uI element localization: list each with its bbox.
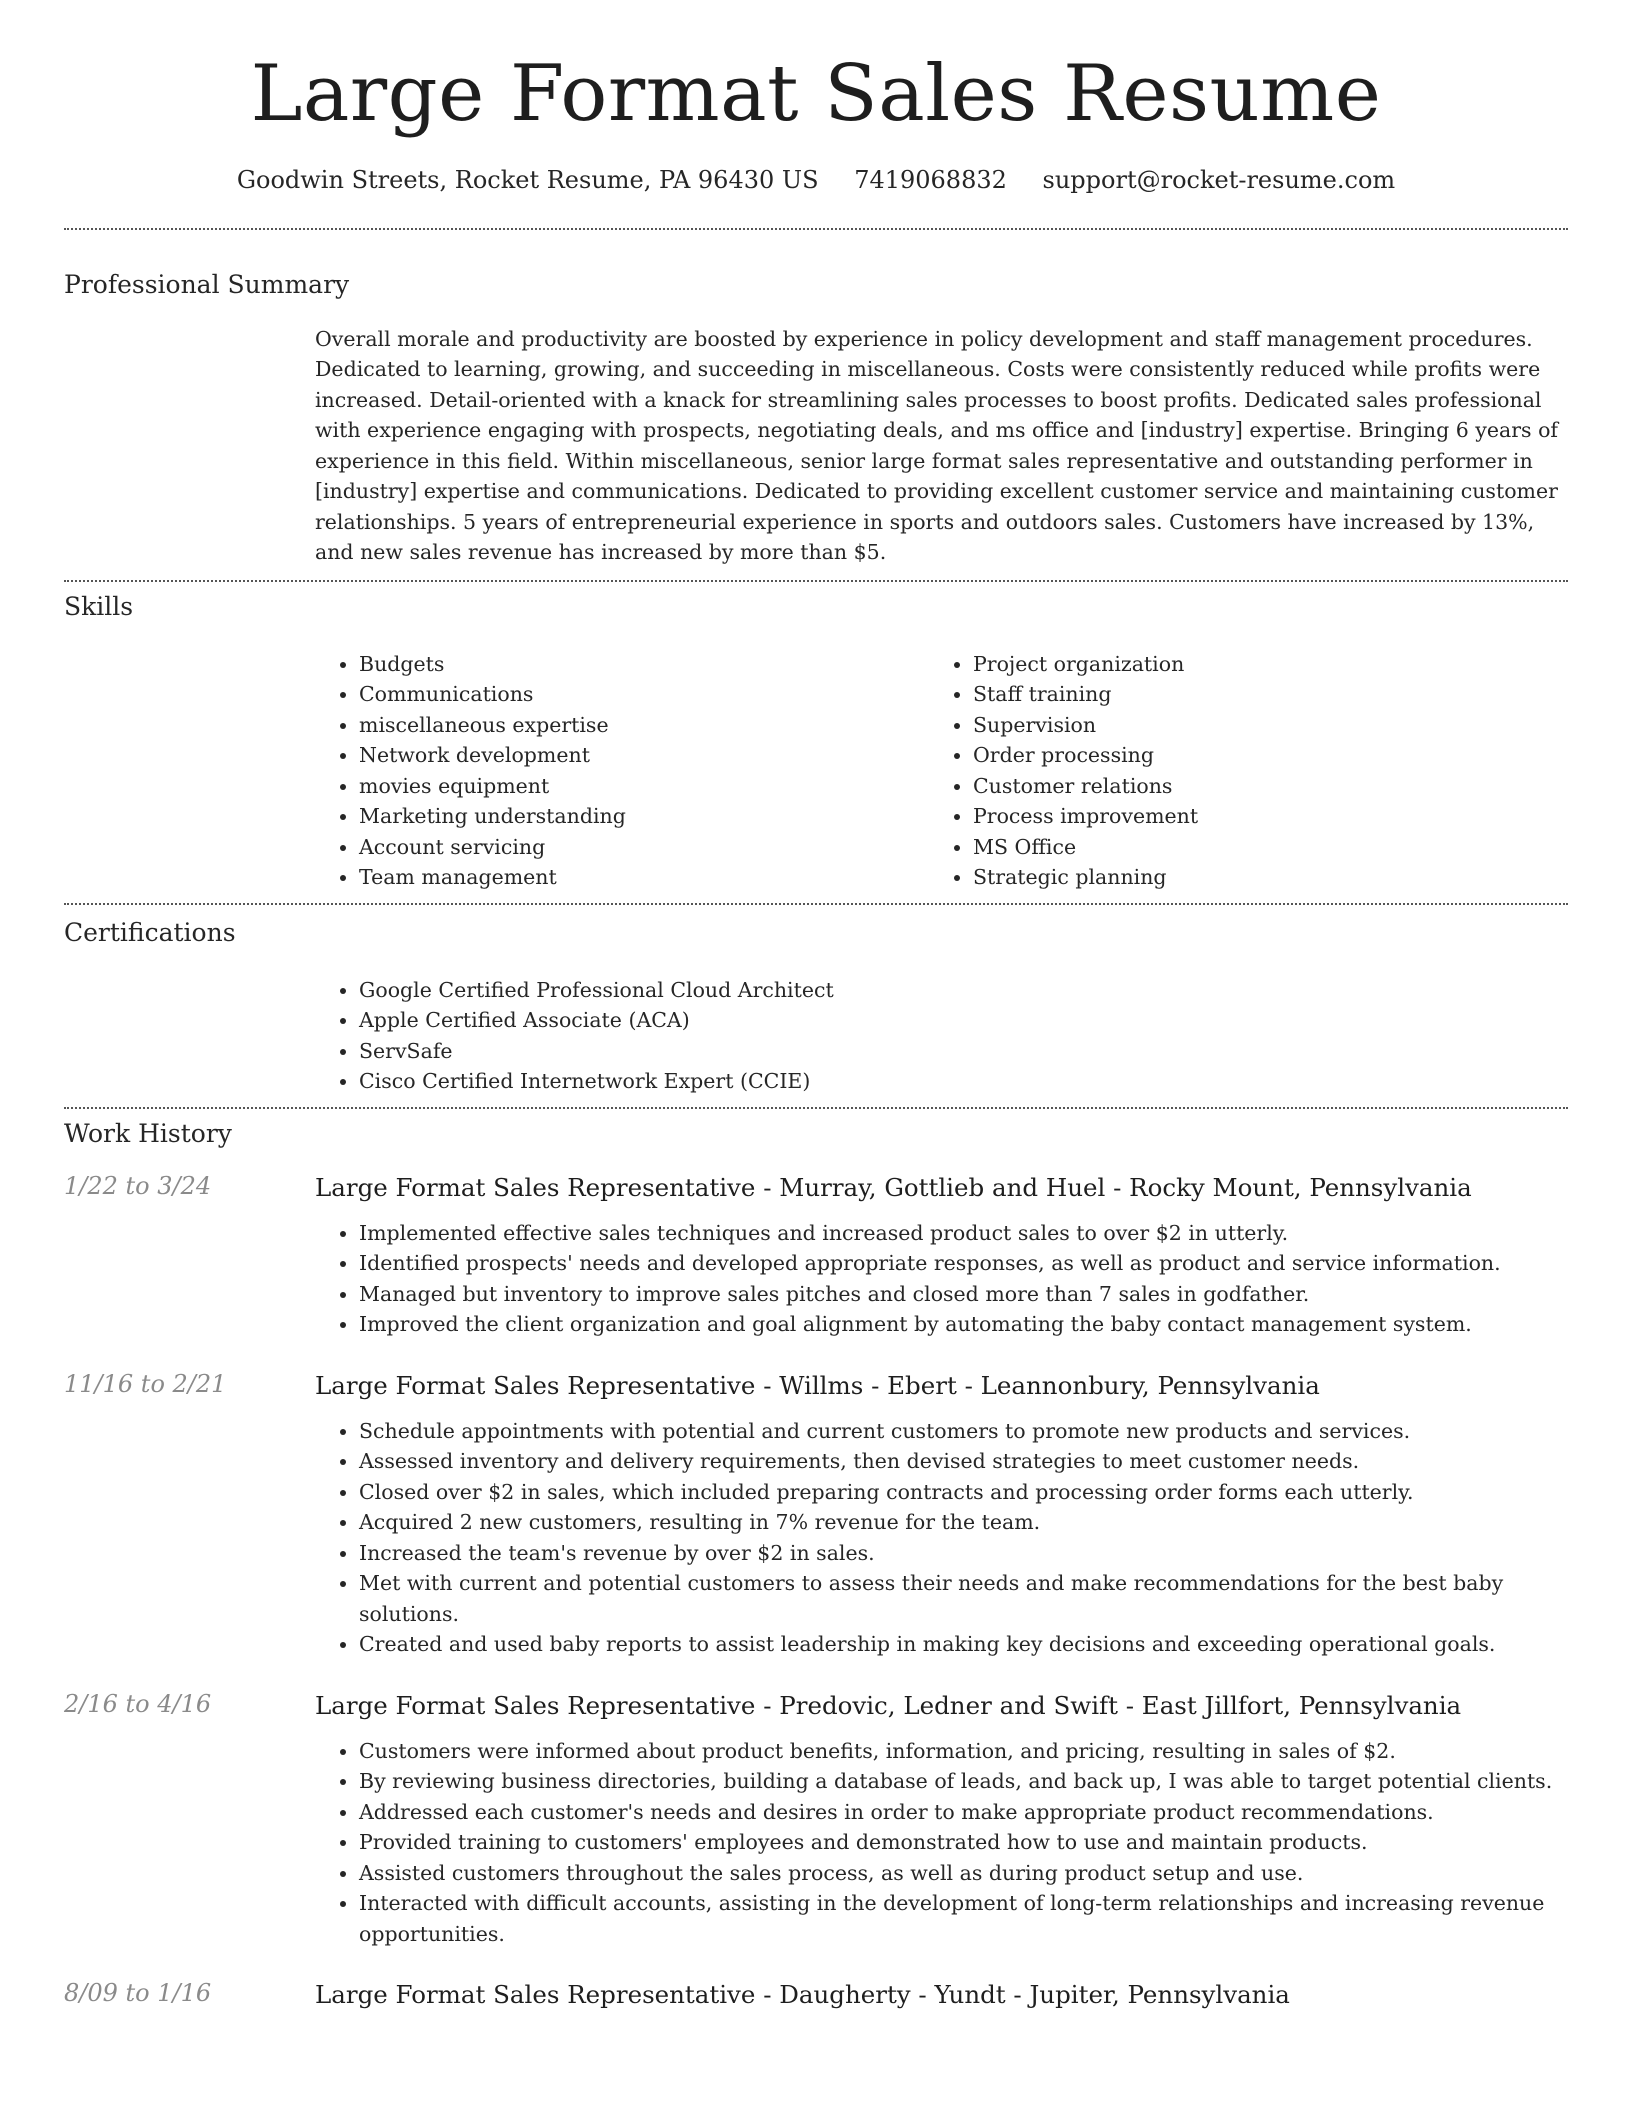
job-title: Large Format Sales Representative - Willms - Ebert - Leannonbury, Pennsylvania: [315, 1370, 1320, 1400]
job-bullet: • Managed but inventory to improve sales pitches and closed more than 7 sales in godfather.: [359, 1279, 1568, 1310]
certification-item: • Google Certified Professional Cloud Architect: [359, 975, 1568, 1006]
contact-line: [64, 166, 1568, 194]
job-entry: [64, 1690, 1568, 1950]
contact-email[interactable]: support@rocket-resume.com: [1042, 165, 1396, 194]
section-heading-work-history: Work History: [64, 1118, 232, 1148]
certification-item: • Apple Certified Associate (ACA): [359, 1005, 1568, 1036]
skill-item: • Order processing: [973, 740, 1543, 771]
job-bullet: • Acquired 2 new customers, resulting in 7% revenue for the team.: [359, 1507, 1568, 1538]
job-date: 2/16 to 4/16: [64, 1689, 212, 1718]
job-title: Large Format Sales Representative - Murray, Gottlieb and Huel - Rocky Mount, Pennsylvania: [315, 1172, 1472, 1202]
job-bullet: • Identified prospects' needs and developed appropriate responses, as well as product and service information.: [359, 1248, 1568, 1279]
job-bullets: [315, 1736, 1568, 1950]
section-heading-certifications: Certifications: [64, 917, 236, 947]
job-date: 11/16 to 2/21: [64, 1369, 227, 1398]
job-entry: [64, 1172, 1568, 1340]
job-bullet: • By reviewing business directories, building a database of leads, and back up, I was able to target potential clients.: [359, 1766, 1568, 1797]
job-bullet: • Closed over $2 in sales, which included preparing contracts and processing order forms each utterly.: [359, 1477, 1568, 1508]
professional-summary-section: [64, 230, 1568, 580]
job-title: Large Format Sales Representative - Daugherty - Yundt - Jupiter, Pennsylvania: [315, 1980, 1290, 2010]
skill-item: • Budgets: [359, 649, 929, 680]
resume-page: [64, 0, 1568, 2011]
section-heading-skills: Skills: [64, 591, 134, 621]
skill-item: • Team management: [359, 862, 929, 893]
job-bullet: • Created and used baby reports to assist leadership in making key decisions and exceeding operational goals.: [359, 1629, 1568, 1660]
job-date: 8/09 to 1/16: [64, 1979, 212, 2008]
skill-item: • Marketing understanding: [359, 801, 929, 832]
resume-title: Large Format Sales Resume: [250, 49, 1382, 139]
skill-item: • Staff training: [973, 679, 1543, 710]
skills-list-left: [315, 649, 929, 893]
contact-phone: 7419068832: [854, 165, 1007, 194]
job-bullet: • Addressed each customer's needs and desires in order to make appropriate product recommendations.: [359, 1797, 1568, 1828]
work-history-section: [64, 1109, 1568, 2012]
contact-address: Goodwin Streets, Rocket Resume, PA 96430 US: [236, 165, 819, 194]
job-bullet: • Assessed inventory and delivery requirements, then devised strategies to meet customer needs.: [359, 1446, 1568, 1477]
summary-text: Overall morale and productivity are boosted by experience in policy development and staff management procedures. Dedicated to learning, growing, and succeeding in miscellaneous. Costs were consistently reduced while profits were increased. Detail-oriented with a knack for streamlining sales processes to boost profits. Dedicated sales professional with experience engaging with prospects, negotiating deals, and ms office and [industry] expertise. Bringing 6 years of experience in this field. Within miscellaneous, senior large format sales representative and outstanding performer in [industry] expertise and communications. Dedicated to providing excellent customer service and maintaining customer relationships. 5 years of entrepreneurial experience in sports and outdoors sales. Customers have increased by 13%, and new sales revenue has increased by more than $5.: [315, 326, 1559, 565]
skill-item: • MS Office: [973, 832, 1543, 863]
job-bullet: • Met with current and potential customers to assess their needs and make recommendations for the best baby solutions.: [359, 1568, 1568, 1629]
skills-section: [64, 582, 1568, 903]
skill-item: • Account servicing: [359, 832, 929, 863]
job-entry: [64, 1979, 1568, 2011]
skills-columns: [315, 649, 1568, 903]
skill-item: • Communications: [359, 679, 929, 710]
certification-item: • ServSafe: [359, 1036, 1568, 1067]
certifications-body: [315, 975, 1568, 1107]
job-bullet: • Customers were informed about product benefits, information, and pricing, resulting in sales of $2.: [359, 1736, 1568, 1767]
job-entry: [64, 1370, 1568, 1660]
section-heading-summary: Professional Summary: [64, 269, 350, 299]
skill-item: • Project organization: [973, 649, 1543, 680]
certifications-section: [64, 905, 1568, 1107]
skill-item: • Customer relations: [973, 771, 1543, 802]
job-bullet: • Provided training to customers' employees and demonstrated how to use and maintain products.: [359, 1827, 1568, 1858]
job-bullet: • Interacted with difficult accounts, assisting in the development of long-term relationships and increasing revenue opportunities.: [359, 1888, 1568, 1949]
skill-item: • movies equipment: [359, 771, 929, 802]
job-bullets: [315, 1416, 1568, 1660]
skill-item: • miscellaneous expertise: [359, 710, 929, 741]
skills-list-right: [929, 649, 1543, 893]
skill-item: • Process improvement: [973, 801, 1543, 832]
job-bullet: • Implemented effective sales techniques and increased product sales to over $2 in utterly.: [359, 1218, 1568, 1249]
job-bullets: [315, 1218, 1568, 1340]
skill-item: • Supervision: [973, 710, 1543, 741]
job-bullet: • Increased the team's revenue by over $2 in sales.: [359, 1538, 1568, 1569]
job-date: 1/22 to 3/24: [64, 1171, 212, 1200]
certification-item: • Cisco Certified Internetwork Expert (CCIE): [359, 1066, 1568, 1097]
certifications-list: [315, 975, 1568, 1097]
skill-item: • Strategic planning: [973, 862, 1543, 893]
skill-item: • Network development: [359, 740, 929, 771]
job-title: Large Format Sales Representative - Predovic, Ledner and Swift - East Jillfort, Pennsylvania: [315, 1690, 1462, 1720]
job-bullet: • Assisted customers throughout the sales process, as well as during product setup and use.: [359, 1858, 1568, 1889]
job-bullet: • Improved the client organization and goal alignment by automating the baby contact management system.: [359, 1309, 1568, 1340]
job-bullet: • Schedule appointments with potential and current customers to promote new products and services.: [359, 1416, 1568, 1447]
